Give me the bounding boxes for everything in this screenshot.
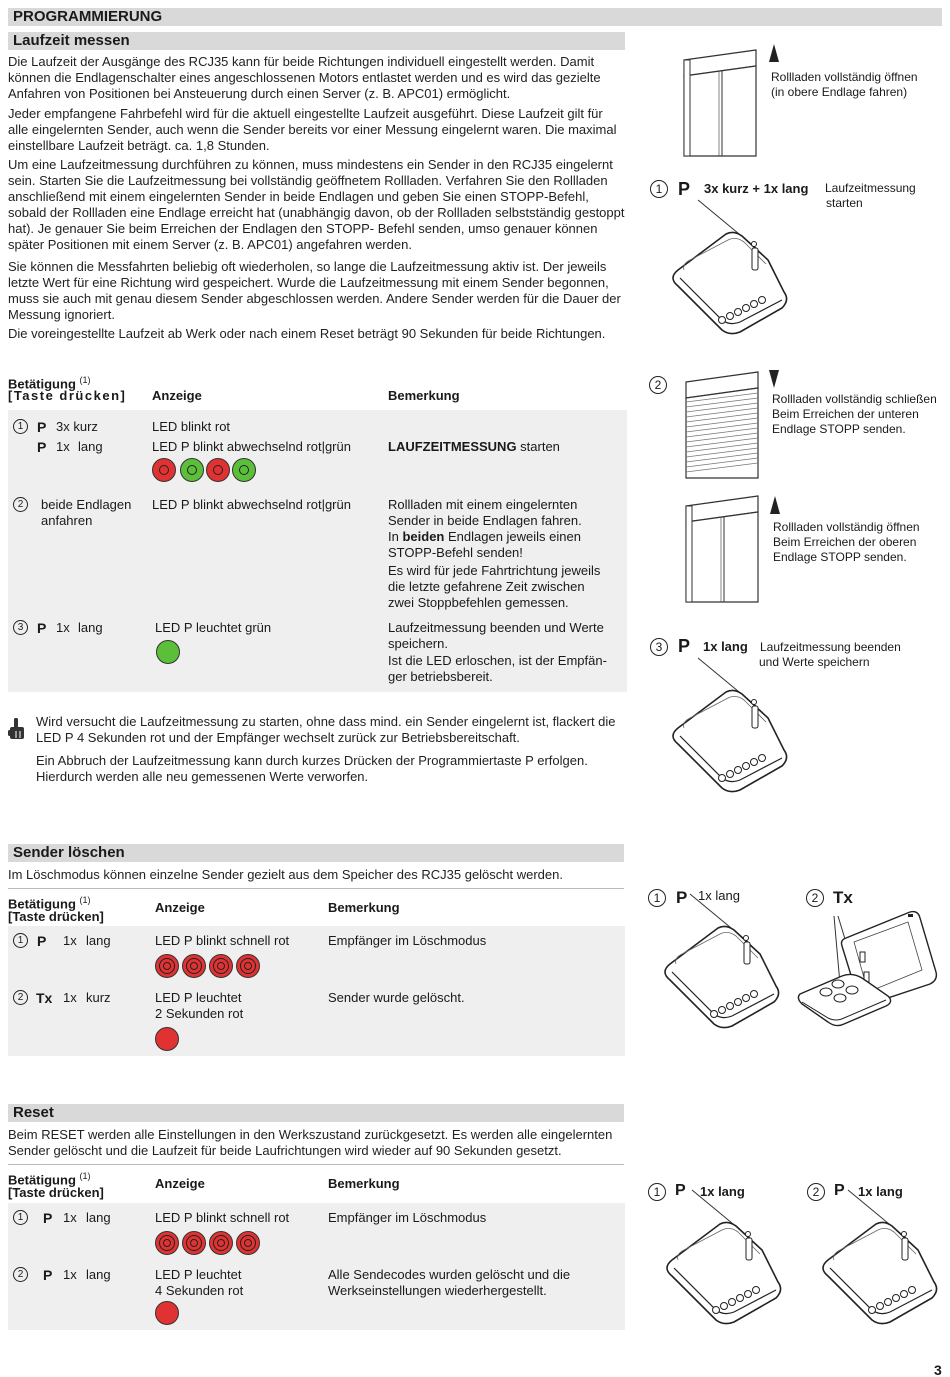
divider (8, 1164, 624, 1165)
key-label: P (37, 933, 47, 949)
remark-text: Ist die LED erloschen, ist der Empfän- (388, 653, 607, 668)
laufzeit-p3: Um eine Laufzeitmessung durchführen zu können, muss mindestens ein Sender in den RCJ35 eingelernt sein. Starten Sie die Laufzeitmessung bei vollständig geöffnetem Rollladen. Verfahren Sie den Rollladen anschließend mit einem eingelernten Sender in beide Endlagen und geben Sie einen STOPP-Befehl, sobald der Rollladen eine Endlage erreicht hat (unabhängig davon, ob der Rollladen selbstständig gestoppt hat). Je genauer Sie beim Erreichen der Endlagen den STOPP- Befehl senden, umso genauer können später Positionen mit einem Server (z. B. APC01) angefahren werden. (8, 157, 625, 252)
figure-caption: Endlage STOPP senden. (772, 422, 906, 436)
led-fast-blink-icon (209, 954, 233, 978)
remark-text: STOPP-Befehl senden! (388, 545, 523, 560)
display-text: LED P blinkt schnell rot (155, 1210, 290, 1225)
header-betaetigung: Betätigung $^{(1)}$ (8, 895, 91, 912)
sender-intro: Im Löschmodus können einzelne Sender gezielt aus dem Speicher des RCJ35 gelöscht werden. (8, 867, 563, 882)
key-label: P (37, 419, 47, 435)
remark-text: Sender in beide Endlagen fahren. (388, 513, 582, 528)
receiver-device-figure (808, 1190, 948, 1330)
remark-text: Empfänger im Löschmodus (328, 933, 487, 948)
led-fast-blink-icon (236, 954, 260, 978)
page-number: 3 (934, 1362, 942, 1377)
key-label: P (43, 1210, 53, 1226)
remark-text: ger betriebsbereit. (388, 669, 493, 684)
remark-text: Werkseinstellungen wiederhergestellt. (328, 1283, 547, 1298)
header-bemerkung: Bemerkung (388, 388, 460, 403)
laufzeit-p2: Jeder empfangene Fahrbefehl wird für die aktuell eingestellte Laufzeit ausgeführt. Diese Laufzeit gilt für alle eingelernten Sender, auch wenn die Sender bereits vor einer Messung eingelernt waren. Die maximal einstellbare Laufzeit beträgt. ca. 1,8 Stunden. (8, 106, 617, 153)
figure-caption: Rollladen vollständig schließen (772, 392, 937, 406)
led-fast-blink-icon (155, 1231, 179, 1255)
header-anzeige: Anzeige (155, 900, 205, 915)
header-taste: [Taste drücken] (8, 388, 127, 403)
remote-transmitter-figure (796, 908, 946, 1028)
header-bemerkung: Bemerkung (328, 900, 400, 915)
press-count: 1x (63, 1267, 77, 1282)
receiver-device-figure (650, 894, 790, 1034)
receiver-device-figure (658, 658, 798, 798)
display-text: LED P leuchtet grün (155, 620, 272, 635)
sender-heading: Sender löschen (8, 844, 624, 862)
page-title: PROGRAMMIERUNG (8, 8, 942, 26)
receiver-device-figure (658, 200, 798, 340)
receiver-device-figure (652, 1190, 792, 1330)
figure-caption: Rollladen vollständig öffnen (771, 70, 918, 84)
press-instruction: 1x lang (703, 639, 748, 654)
press-count: 1x (56, 439, 70, 454)
led-red-icon (152, 458, 176, 482)
reset-intro: Beim RESET werden alle Einstellungen in den Werkszustand zurückgesetzt. Es werden alle eingelernten Sender gelöscht und die Laufzeit für beide Laufrichtungen wird wieder auf 90 Sekunden gesetzt. (8, 1127, 613, 1158)
remark-text: In beiden Endlagen jeweils einen (388, 529, 581, 544)
laufzeit-heading: Laufzeit messen (8, 32, 625, 50)
display-text: 4 Sekunden rot (155, 1283, 244, 1298)
remark-text: die letzte gefahrene Zeit zwischen (388, 579, 585, 594)
remark-text: Alle Sendecodes wurden gelöscht und die (328, 1267, 571, 1282)
reset-heading: Reset (8, 1104, 624, 1122)
led-red-icon (206, 458, 230, 482)
led-red-icon (155, 1027, 179, 1051)
display-text: 2 Sekunden rot (155, 1006, 244, 1021)
header-betaetigung: Betätigung $^{(1)}$ (8, 375, 91, 392)
note-text: Wird versucht die Laufzeitmessung zu starten, ohne dass mind. ein Sender eingelernt ist, flackert die LED P 4 Sekunden rot und der Empfänger wechselt zurück zur Betriebsbereitschaft. (36, 714, 616, 745)
action-text: anfahren (41, 513, 93, 528)
remark-text: zwei Stoppbefehlen gemessen. (388, 595, 569, 610)
figure-caption: Laufzeitmessung beenden (760, 640, 901, 654)
key-label: Tx (833, 888, 853, 907)
arrow-up-icon (770, 496, 780, 514)
led-green-icon (180, 458, 204, 482)
press-count: 1x (63, 1210, 77, 1225)
key-label: P (678, 179, 691, 199)
display-text: LED P blinkt abwechselnd rot|grün (152, 497, 351, 512)
figure-caption: Laufzeitmessung (825, 181, 916, 195)
remark-text: Laufzeitmessung beenden und Werte (388, 620, 604, 635)
remark-text: Rollladen mit einem eingelernten (388, 497, 578, 512)
key-label: P (37, 439, 47, 455)
laufzeit-p5: Die voreingestellte Laufzeit ab Werk oder nach einem Reset beträgt 90 Sekunden für beide Richtungen. (8, 326, 606, 341)
press-count: 1x (63, 990, 77, 1005)
led-fast-blink-icon (236, 1231, 260, 1255)
key-label: Tx (36, 990, 53, 1006)
press-length: lang (78, 620, 103, 635)
shutter-closed-figure (682, 368, 762, 480)
key-label: P (37, 620, 47, 636)
press-length: lang (78, 439, 103, 454)
press-count: 1x (56, 620, 70, 635)
header-bemerkung: Bemerkung (328, 1176, 400, 1191)
step-number: 2 (807, 1183, 825, 1201)
step-number: 1 (648, 889, 666, 907)
laufzeit-p4: Sie können die Messfahrten beliebig oft wiederholen, so lange die Laufzeitmessung aktiv ist. Der jeweils letzte Wert für eine Richtung wird gespeichert. Wurde die Laufzeitmessung mit einem Sender begonnen, muss sie auch mit genau diesem Sender abgeschlossen werden. Andere Sender werden für die Dauer der Messung ignoriert. (8, 259, 621, 322)
press-length: kurz (86, 990, 111, 1005)
step-number: 2 (13, 1267, 28, 1282)
step-number: 1 (13, 933, 28, 948)
action-text: beide Endlagen (41, 497, 132, 512)
key-label: P (43, 1267, 53, 1283)
display-text: LED P leuchtet (155, 990, 242, 1005)
figure-caption: (in obere Endlage fahren) (771, 85, 908, 99)
remark-text: Empfänger im Löschmodus (328, 1210, 487, 1225)
laufzeit-p1: Die Laufzeit der Ausgänge des RCJ35 kann für beide Richtungen individuell eingestellt werden. Damit können die Endlagenschalter eines angeschlossenen Motors entlastet werden und es wird das gezielte Anfahren von Positionen bei Ansteuerung durch einen Server (z. B. APC01) ermöglicht. (8, 54, 601, 101)
remark-text: Es wird für jede Fahrtrichtung jeweils (388, 563, 601, 578)
display-text: LED P blinkt abwechselnd rot|grün (152, 439, 351, 454)
remark-text: speichern. (388, 636, 448, 651)
step-number: 2 (13, 497, 28, 512)
press-instruction: 1x lang (700, 1184, 745, 1199)
press-instruction: 1x lang (858, 1184, 903, 1199)
shutter-open-figure (680, 46, 760, 158)
step-number: 3 (650, 638, 668, 656)
led-red-icon (155, 1301, 179, 1325)
header-anzeige: Anzeige (155, 1176, 205, 1191)
remark-text: LAUFZEITMESSUNG starten (388, 439, 560, 454)
figure-caption: Endlage STOPP senden. (773, 550, 907, 564)
press-length: lang (86, 1267, 111, 1282)
step-number: 2 (13, 990, 28, 1005)
press-count: 3x kurz (56, 419, 98, 434)
key-label: P (678, 636, 691, 656)
note-text: Ein Abbruch der Laufzeitmessung kann durch kurzes Drücken der Programmiertaste P erfolgen. Hierdurch werden alle neu gemessenen Werte verworfen. (36, 753, 588, 784)
led-green-icon (156, 640, 180, 664)
led-fast-blink-icon (209, 1231, 233, 1255)
arrow-down-icon (769, 370, 779, 388)
key-label: P (675, 1182, 686, 1199)
header-betaetigung: Betätigung $^{(1)}$ (8, 1171, 91, 1188)
remark-text: Sender wurde gelöscht. (328, 990, 465, 1005)
led-fast-blink-icon (182, 1231, 206, 1255)
step-number: 1 (13, 1210, 28, 1225)
divider (8, 888, 624, 889)
press-length: lang (86, 933, 111, 948)
press-instruction: 1x lang (698, 888, 740, 903)
header-taste: [Taste drücken] (8, 909, 104, 924)
press-length: lang (86, 1210, 111, 1225)
figure-caption: Beim Erreichen der oberen (773, 535, 917, 549)
led-fast-blink-icon (182, 954, 206, 978)
key-label: P (834, 1182, 845, 1199)
display-text: LED P blinkt schnell rot (155, 933, 290, 948)
step-number: 1 (650, 180, 668, 198)
header-taste: [Taste drücken] (8, 1185, 104, 1200)
step-number: 1 (13, 419, 28, 434)
step-number: 2 (649, 376, 667, 394)
press-instruction: 3x kurz + 1x lang (704, 181, 809, 196)
press-count: 1x (63, 933, 77, 948)
figure-caption: Rollladen vollständig öffnen (773, 520, 920, 534)
step-number: 1 (648, 1183, 666, 1201)
led-fast-blink-icon (155, 954, 179, 978)
shutter-open-figure (682, 492, 762, 604)
led-green-icon (232, 458, 256, 482)
figure-caption: Beim Erreichen der unteren (772, 407, 919, 421)
arrow-up-icon (769, 44, 779, 62)
step-number: 2 (806, 889, 824, 907)
display-text: LED P leuchtet (155, 1267, 242, 1282)
step-number: 3 (13, 620, 28, 635)
key-label: P (676, 888, 688, 907)
hand-pointer-icon (8, 718, 26, 742)
display-text: LED blinkt rot (152, 419, 231, 434)
figure-caption: starten (826, 196, 863, 210)
header-anzeige: Anzeige (152, 388, 202, 403)
figure-caption: und Werte speichern (759, 655, 870, 669)
